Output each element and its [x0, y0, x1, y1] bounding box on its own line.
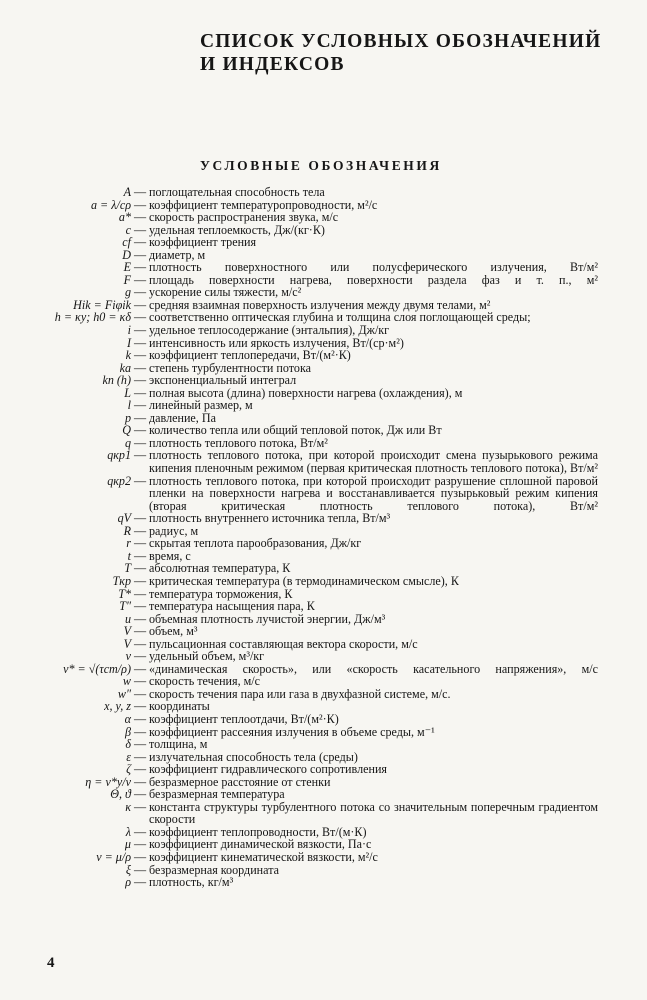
symbol-entry — [0, 324, 647, 337]
symbol: T* — [118, 586, 131, 601]
symbol-entry — [0, 399, 647, 412]
em-dash: — — [133, 285, 147, 300]
symbol-entry — [0, 575, 647, 588]
symbol-entry — [0, 387, 647, 400]
symbol-entry — [0, 588, 647, 601]
em-dash: — — [133, 473, 147, 488]
symbol-description: объемная плотность лучистой энергии, Дж/м³ — [149, 611, 386, 626]
em-dash: — — [133, 849, 147, 864]
symbol-description: коэффициент температуропроводности, м²/с — [149, 197, 378, 212]
em-dash: — — [133, 824, 147, 839]
symbol: T — [124, 561, 131, 576]
em-dash: — — [133, 210, 147, 225]
em-dash: — — [133, 875, 147, 890]
symbol-entry — [0, 738, 647, 751]
symbol: cf — [122, 235, 131, 250]
symbol: η = v*y/ν — [85, 774, 131, 789]
symbol-entry — [0, 688, 647, 701]
symbol-description: скрытая теплота парообразования, Дж/кг — [149, 536, 362, 551]
em-dash: — — [133, 398, 147, 413]
symbol: v — [125, 649, 131, 664]
em-dash: — — [133, 599, 147, 614]
em-dash: — — [133, 586, 147, 601]
symbol-entry — [0, 274, 647, 287]
em-dash: — — [133, 762, 147, 777]
symbol-entry — [0, 449, 647, 474]
em-dash: — — [133, 548, 147, 563]
symbol: β — [124, 724, 131, 739]
page-number: 4 — [47, 955, 55, 971]
symbol-description: время, с — [149, 548, 191, 563]
symbol-entry — [0, 788, 647, 801]
symbol: c — [125, 222, 131, 237]
em-dash: — — [133, 611, 147, 626]
symbol-description: скорость течения пара или газа в двухфазной системе, м/с. — [149, 686, 451, 701]
em-dash: — — [133, 235, 147, 250]
symbol-description: «динамическая скорость», или «скорость касательного напряжения», м/с — [149, 661, 598, 676]
symbol-entry — [0, 349, 647, 362]
symbol: ν = μ/ρ — [96, 849, 131, 864]
symbol: qкр1 — [107, 448, 131, 463]
symbol-description: коэффициент трения — [149, 235, 257, 250]
em-dash: — — [133, 724, 147, 739]
symbol: α — [124, 711, 131, 726]
symbol-description: полная высота (длина) поверхности нагрева (охлаждения), м — [149, 385, 463, 400]
em-dash: — — [133, 435, 147, 450]
symbol-entry — [0, 374, 647, 387]
symbol-description: интенсивность или яркость излучения, Вт/(ср·м²) — [149, 335, 404, 350]
symbol-description: скорость распространения звука, м/с — [149, 210, 339, 225]
em-dash: — — [133, 686, 147, 701]
symbol: V — [123, 624, 131, 639]
em-dash: — — [133, 385, 147, 400]
symbol-description: критическая температура (в термодинамическом смысле), К — [149, 573, 459, 588]
symbol-description: линейный размер, м — [149, 398, 253, 413]
symbol: a* — [118, 210, 131, 225]
em-dash: — — [133, 448, 147, 463]
symbol-description: плотность поверхностного или полусферического излучения, Вт/м² — [149, 260, 598, 275]
symbol-description: плотность теплового потока, при которой происходит разрушение сплошной паровой пленки на поверхности нагрева и восстанавливается пузырьковый режим кипения (вторая критическая плотность теплового потока), Вт/м² — [149, 473, 598, 513]
symbol: I — [126, 335, 131, 350]
symbol-entry — [0, 638, 647, 651]
symbol-description: объем, м³ — [149, 624, 198, 639]
symbol-entry — [0, 864, 647, 877]
symbol: Θ, ϑ — [110, 787, 131, 802]
em-dash: — — [133, 348, 147, 363]
symbol: Q — [122, 423, 131, 438]
em-dash: — — [133, 410, 147, 425]
em-dash: — — [133, 624, 147, 639]
symbol-description: площадь поверхности нагрева, поверхности раздела фаз и т. п., м² — [149, 272, 598, 287]
em-dash: — — [133, 335, 147, 350]
symbol-description: коэффициент гидравлического сопротивления — [149, 762, 387, 777]
em-dash: — — [133, 774, 147, 789]
em-dash: — — [133, 360, 147, 375]
symbol-entry — [0, 851, 647, 864]
symbol-entry — [0, 224, 647, 237]
symbol-description: константа структуры турбулентного потока со значительным поперечным градиентом скорости — [149, 799, 598, 827]
symbol-description: коэффициент рассеяния излучения в объеме среды, м⁻¹ — [149, 724, 435, 739]
symbol-description: удельная теплоемкость, Дж/(кг·К) — [149, 222, 325, 237]
symbol: F — [123, 272, 131, 287]
symbol-entry — [0, 550, 647, 563]
symbol-entry — [0, 475, 647, 513]
symbol: Tкр — [112, 573, 131, 588]
symbol-description: количество тепла или общий тепловой поток, Дж или Вт — [149, 423, 442, 438]
symbol-entry — [0, 776, 647, 789]
em-dash: — — [133, 310, 147, 325]
symbol: l — [127, 398, 131, 413]
em-dash: — — [133, 247, 147, 262]
symbol-description: давление, Па — [149, 410, 216, 425]
symbol-entry — [0, 876, 647, 889]
symbol: L — [124, 385, 131, 400]
symbol: ka — [119, 360, 131, 375]
symbol-entry — [0, 801, 647, 826]
em-dash: — — [133, 862, 147, 877]
symbol-entry — [0, 186, 647, 199]
symbol: Hik = Fiφik — [73, 297, 131, 312]
symbol-entry — [0, 537, 647, 550]
symbol-description: абсолютная температура, К — [149, 561, 291, 576]
symbol-description: поглощательная способность тела — [149, 185, 325, 199]
symbol-description: безразмерная температура — [149, 787, 285, 802]
symbol-description: коэффициент динамической вязкости, Па·с — [149, 837, 372, 852]
em-dash: — — [133, 297, 147, 312]
symbol-description: экспоненциальный интеграл — [149, 373, 297, 388]
symbol: ζ — [126, 762, 131, 777]
symbol-description: пульсационная составляющая вектора скорости, м/с — [149, 636, 418, 651]
symbol: i — [127, 323, 131, 338]
symbol: R — [123, 523, 131, 538]
symbol-entry — [0, 763, 647, 776]
symbol-description: степень турбулентности потока — [149, 360, 312, 375]
symbol-list — [0, 186, 647, 889]
symbol: a = λ/cρ — [90, 197, 131, 212]
symbol: p — [124, 410, 131, 425]
symbol-entry — [0, 512, 647, 525]
em-dash: — — [133, 636, 147, 651]
symbol-description: плотность, кг/м³ — [149, 875, 234, 890]
symbol: A — [123, 185, 131, 199]
symbol-description: толщина, м — [149, 737, 208, 752]
symbol-description: радиус, м — [149, 523, 199, 538]
chapter-title: СПИСОК УСЛОВНЫХ ОБОЗНАЧЕНИЙ И ИНДЕКСОВ — [200, 31, 602, 75]
symbol-description: коэффициент кинематической вязкости, м²/с — [149, 849, 378, 864]
em-dash: — — [133, 272, 147, 287]
symbol-description: излучательная способность тела (среды) — [149, 749, 358, 764]
symbol-entry — [0, 675, 647, 688]
em-dash: — — [133, 573, 147, 588]
em-dash: — — [133, 661, 147, 676]
symbol: h = κy; h0 = κδ — [54, 310, 131, 325]
em-dash: — — [133, 699, 147, 714]
symbol-description: диаметр, м — [149, 247, 206, 262]
symbol: w″ — [117, 686, 131, 701]
symbol-description: координаты — [149, 699, 210, 714]
symbol-entry — [0, 211, 647, 224]
symbol: ε — [126, 749, 131, 764]
em-dash: — — [133, 222, 147, 237]
symbol: ρ — [125, 875, 131, 890]
em-dash: — — [133, 260, 147, 275]
symbol: r — [126, 536, 131, 551]
symbol-description: безразмерное расстояние от стенки — [149, 774, 331, 789]
symbol-description: ускорение силы тяжести, м/с² — [149, 285, 302, 300]
symbol: g — [124, 285, 131, 300]
symbol-entry — [0, 625, 647, 638]
em-dash: — — [133, 711, 147, 726]
symbol-description: температура насыщения пара, К — [149, 599, 315, 614]
symbol: ξ — [125, 862, 131, 877]
symbol-entry — [0, 261, 647, 274]
symbol-entry — [0, 713, 647, 726]
em-dash: — — [133, 649, 147, 664]
symbol-description: плотность теплового потока, Вт/м² — [149, 435, 328, 450]
em-dash: — — [133, 737, 147, 752]
symbol-description: безразмерная координата — [149, 862, 279, 877]
symbol-description: плотность теплового потока, при которой происходит смена пузырькового режима кипения пленочным режимом (первая критическая плотность теплового потока), Вт/м² — [149, 448, 598, 476]
symbol-description: удельное теплосодержание (энтальпия), Дж/кг — [149, 323, 390, 338]
symbol: qкр2 — [107, 473, 131, 488]
symbol-entry — [0, 600, 647, 613]
em-dash: — — [133, 536, 147, 551]
symbol: t — [127, 548, 131, 563]
symbol: κ — [125, 799, 131, 814]
symbol: qV — [117, 511, 131, 526]
em-dash: — — [133, 674, 147, 689]
em-dash: — — [133, 185, 147, 199]
symbol: kn (h) — [102, 373, 131, 388]
symbol-description: скорость течения, м/с — [149, 674, 260, 689]
symbol-entry — [0, 236, 647, 249]
section-subtitle: УСЛОВНЫЕ ОБОЗНАЧЕНИЯ — [200, 158, 442, 173]
symbol-description: плотность внутреннего источника тепла, Вт/м³ — [149, 511, 391, 526]
symbol: x, y, z — [104, 699, 131, 714]
symbol: E — [123, 260, 131, 275]
symbol: v* = √(τст/ρ) — [63, 661, 131, 676]
em-dash: — — [133, 423, 147, 438]
symbol-entry — [0, 663, 647, 676]
em-dash: — — [133, 799, 147, 814]
symbol-description: температура торможения, К — [149, 586, 293, 601]
symbol-description: коэффициент теплопроводности, Вт/(м·К) — [149, 824, 367, 839]
symbol-entry — [0, 726, 647, 739]
symbol-description: соответственно оптическая глубина и толщина слоя поглощающей среды; — [149, 310, 531, 325]
em-dash: — — [133, 837, 147, 852]
em-dash: — — [133, 561, 147, 576]
symbol: T″ — [119, 599, 131, 614]
symbol: μ — [124, 837, 131, 852]
em-dash: — — [133, 511, 147, 526]
symbol-description: коэффициент теплоотдачи, Вт/(м²·К) — [149, 711, 339, 726]
em-dash: — — [133, 197, 147, 212]
symbol-description: удельный объем, м³/кг — [149, 649, 265, 664]
symbol: D — [122, 247, 131, 262]
symbol: w — [122, 674, 131, 689]
em-dash: — — [133, 523, 147, 538]
symbol: V — [123, 636, 131, 651]
symbol: λ — [125, 824, 131, 839]
symbol-entry — [0, 650, 647, 663]
em-dash: — — [133, 323, 147, 338]
symbol: δ — [125, 737, 131, 752]
symbol-entry — [0, 613, 647, 626]
symbol: k — [125, 348, 131, 363]
symbol-description: средняя взаимная поверхность излучения между двумя телами, м² — [149, 297, 491, 312]
em-dash: — — [133, 787, 147, 802]
symbol: u — [124, 611, 131, 626]
symbol-description: коэффициент теплопередачи, Вт/(м²·К) — [149, 348, 351, 363]
em-dash: — — [133, 749, 147, 764]
symbol: q — [124, 435, 131, 450]
em-dash: — — [133, 373, 147, 388]
symbol-entry — [0, 362, 647, 375]
